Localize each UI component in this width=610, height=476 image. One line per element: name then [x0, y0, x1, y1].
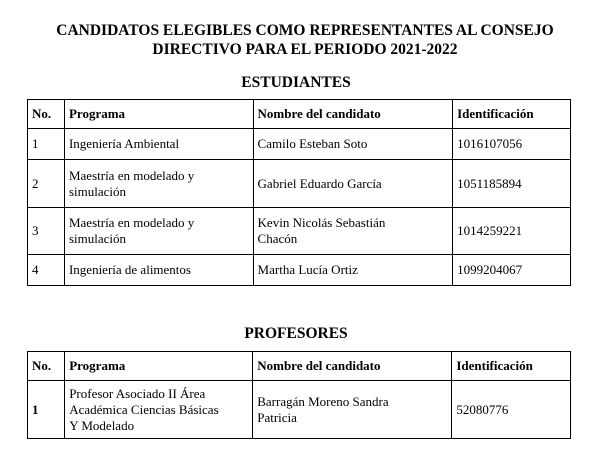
cell-programa-line: Profesor Asociado II Área — [69, 385, 206, 401]
cell-nombre: Martha Lucía Ortiz — [253, 255, 453, 286]
cell-programa-line: simulación — [68, 183, 127, 199]
cell-nombre: Camilo Esteban Soto — [253, 129, 453, 160]
header-identificacion: Identificación — [452, 352, 571, 381]
students-heading: ESTUDIANTES — [241, 74, 351, 91]
cell-programa: Ingeniería de alimentos — [64, 255, 253, 286]
cell-id: 1051185894 — [453, 160, 571, 208]
cell-programa-line: Maestría en modelado y — [68, 215, 195, 230]
professors-table — [27, 351, 571, 439]
cell-programa: Ingeniería Ambiental — [64, 129, 253, 160]
cell-programa — [65, 381, 253, 439]
cell-no: 2 — [28, 160, 65, 208]
cell-programa-line: simulación — [68, 231, 127, 246]
students-table — [27, 99, 571, 286]
document-title — [0, 21, 610, 59]
cell-programa — [64, 160, 253, 208]
cell-no: 4 — [28, 255, 65, 286]
cell-nombre: Gabriel Eduardo García — [253, 160, 453, 208]
cell-nombre — [253, 208, 453, 255]
header-programa: Programa — [65, 352, 253, 381]
cell-nombre-line: Patricia — [257, 409, 297, 425]
cell-no: 1 — [28, 129, 65, 160]
cell-no: 3 — [28, 208, 65, 255]
title-line-2: DIRECTIVO PARA EL PERIODO 2021-2022 — [152, 41, 458, 58]
cell-id: 1016107056 — [453, 129, 571, 160]
table-row — [28, 255, 571, 286]
header-programa: Programa — [64, 100, 253, 129]
cell-nombre-line: Barragán Moreno Sandra — [257, 393, 389, 409]
table-row — [28, 208, 571, 255]
cell-no: 1 — [28, 381, 65, 439]
header-identificacion: Identificación — [453, 100, 571, 129]
cell-nombre-line: Chacón — [257, 231, 298, 246]
cell-id: 1014259221 — [453, 208, 571, 255]
cell-nombre — [253, 381, 452, 439]
header-no: No. — [28, 100, 65, 129]
table-header-row — [28, 100, 571, 129]
cell-programa-line: Y Modelado — [69, 417, 135, 433]
cell-id: 1099204067 — [453, 255, 571, 286]
header-no: No. — [28, 352, 65, 381]
cell-id: 52080776 — [452, 381, 571, 439]
table-row — [28, 160, 571, 208]
title-line-1: CANDIDATOS ELEGIBLES COMO REPRESENTANTES AL CONSEJO — [56, 22, 554, 39]
cell-programa-line: Maestría en modelado y — [68, 167, 195, 183]
header-nombre: Nombre del candidato — [253, 352, 452, 381]
table-header-row — [28, 352, 571, 381]
cell-nombre-line: Kevin Nicolás Sebastián — [257, 215, 386, 230]
cell-programa-line: Académica Ciencias Básicas — [69, 401, 219, 417]
cell-programa — [64, 208, 253, 255]
header-nombre: Nombre del candidato — [253, 100, 453, 129]
professors-heading: PROFESORES — [244, 325, 348, 342]
table-row — [28, 129, 571, 160]
table-row — [28, 381, 571, 439]
